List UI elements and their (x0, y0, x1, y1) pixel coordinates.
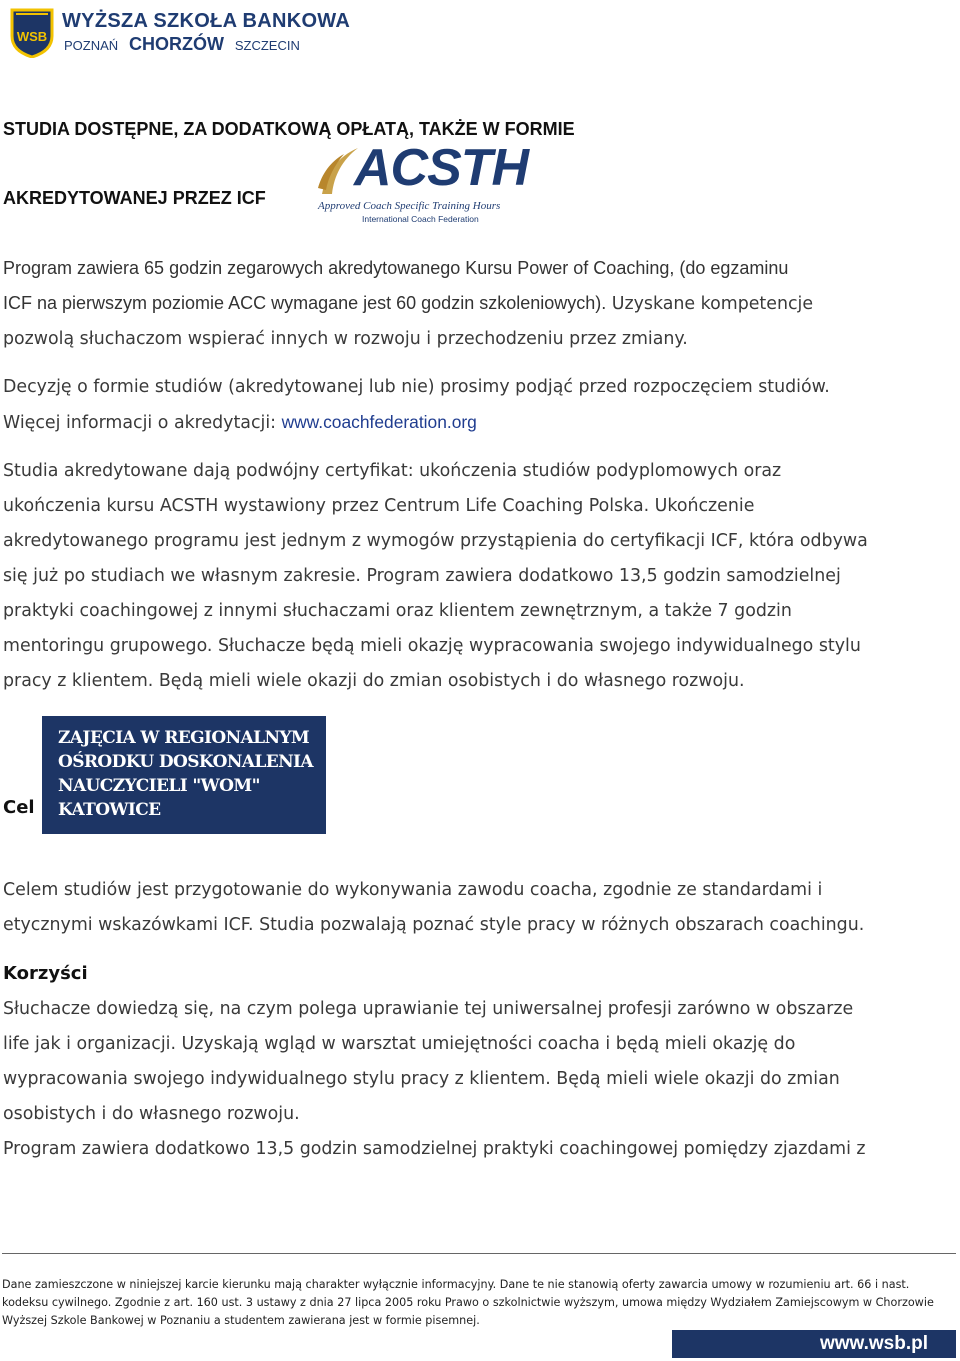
wom-banner (42, 716, 326, 834)
acsth-federation: International Coach Federation (362, 214, 479, 224)
text-line: osobistych i do własnego rozwoju. (3, 1104, 300, 1124)
paragraph-cel (3, 873, 955, 943)
wsb-logo[interactable] (4, 4, 351, 56)
acsth-logo (316, 139, 532, 226)
wsb-url-link[interactable]: www.wsb.pl (819, 1333, 928, 1354)
text-line: Studia akredytowane dają podwójny certyfikat: ukończenia studiów podyplomowych oraz (3, 461, 782, 481)
acsth-tagline: Approved Coach Specific Training Hours (318, 200, 501, 212)
coachfederation-link[interactable]: www.coachfederation.org (281, 412, 477, 432)
korzysci-heading: Korzyści (3, 963, 88, 984)
text-line: pozwolą słuchaczom wspierać innych w rozwoju i przechodzeniu przez zmiany. (3, 329, 688, 349)
cel-heading: Cel (3, 797, 35, 818)
logo-city-poznan: POZNAŃ (64, 38, 119, 53)
text-span: ICF na pierwszym poziomie ACC wymagane jest 60 godzin szkoleniowych). (3, 293, 607, 313)
acsth-heading-line2: AKREDYTOWANEJ PRZEZ ICF (3, 188, 266, 208)
text-line: mentoringu grupowego. Słuchacze będą mieli okazję wypracowania swojego indywidualnego stylu (3, 636, 861, 656)
wsb-shield-icon (8, 8, 56, 58)
wom-line: KATOWICE (58, 800, 161, 820)
shield-label: WSB (16, 29, 48, 44)
text-line: się już po studiach we własnym zakresie. Program zawiera dodatkowo 13,5 godzin samodzielnej (3, 566, 841, 586)
text-line: Słuchacze dowiedzą się, na czym polega uprawianie tej uniwersalnej profesji zarówno w obszarze (3, 999, 854, 1019)
text-line: wypracowania swojego indywidualnego stylu pracy z klientem. Będą mieli wiele okazji do zmian (3, 1069, 840, 1089)
wom-line: OŚRODKU DOSKONALENIA (58, 752, 313, 772)
footer-disclaimer (2, 1276, 958, 1330)
text-line: etycznymi wskazówkami ICF. Studia pozwalają poznać style pracy w różnych obszarach coachingu. (3, 915, 865, 935)
text-line: ukończenia kursu ACSTH wystawiony przez Centrum Life Coaching Polska. Ukończenie (3, 496, 755, 516)
text-span: Uzyskane kompetencje (606, 294, 814, 314)
text-line: praktyki coachingowej z innymi słuchaczami oraz klientem zewnętrznym, a także 7 godzin (3, 601, 792, 621)
footer-line: Wyższej Szkole Bankowej w Poznaniu a studentem zawierana jest w formie pisemnej. (2, 1314, 480, 1327)
wom-line: NAUCZYCIELI "WOM" (58, 776, 260, 796)
wsb-url-badge[interactable] (672, 1330, 956, 1358)
acsth-heading-line1: STUDIA DOSTĘPNE, ZA DODATKOWĄ OPŁATĄ, TAKŻE W FORMIE (3, 119, 575, 139)
footer-divider (2, 1253, 956, 1254)
footer-line: kodeksu cywilnego. Zgodnie z art. 160 ust. 3 ustawy z dnia 27 lipca 2005 roku Prawo o szkolnictwie wyższym, umowa między Wydziałem Zamiejscowym w Chorzowie (2, 1296, 934, 1309)
logo-city-szczecin: SZCZECIN (234, 38, 300, 53)
text-line: Celem studiów jest przygotowanie do wykonywania zawodu coacha, zgodnie ze standardami i (3, 880, 823, 900)
footer-line: Dane zamieszczone w niniejszej karcie kierunku mają charakter wyłącznie informacyjny. Dane te nie stanowią oferty zawarcia umowy w rozumieniu art. 66 i nast. (2, 1278, 910, 1291)
text-line: Decyzję o formie studiów (akredytowanej lub nie) prosimy podjąć przed rozpoczęciem studiów. (3, 377, 830, 397)
wom-line: ZAJĘCIA W REGIONALNYM (58, 728, 310, 748)
paragraph-program (3, 251, 955, 357)
paragraph-certificate (3, 454, 955, 699)
logo-title: WYŻSZA SZKOŁA BANKOWA (62, 10, 351, 32)
acsth-wordmark: ACSTH (354, 139, 529, 197)
logo-cities (64, 34, 300, 55)
paragraph-decision (3, 370, 955, 441)
paragraph-korzysci (3, 992, 955, 1167)
text-line: akredytowanego programu jest jednym z wymogów przystąpienia do certyfikacji ICF, która odbywa (3, 531, 868, 551)
text-line (3, 405, 955, 441)
text-span: Więcej informacji o akredytacji: (3, 413, 282, 433)
text-line: Program zawiera dodatkowo 13,5 godzin samodzielnej praktyki coachingowej pomiędzy zjazdami z (3, 1139, 866, 1159)
text-line (3, 286, 955, 322)
logo-city-chorzow: CHORZÓW (129, 34, 224, 54)
text-line: Program zawiera 65 godzin zegarowych akredytowanego Kursu Power of Coaching, (do egzaminu (3, 258, 789, 278)
text-line: pracy z klientem. Będą mieli wiele okazji do zmian osobistych i do własnego rozwoju. (3, 671, 745, 691)
text-line: life jak i organizacji. Uzyskają wgląd w warsztat umiejętności coacha i będą mieli okazję do (3, 1034, 796, 1054)
